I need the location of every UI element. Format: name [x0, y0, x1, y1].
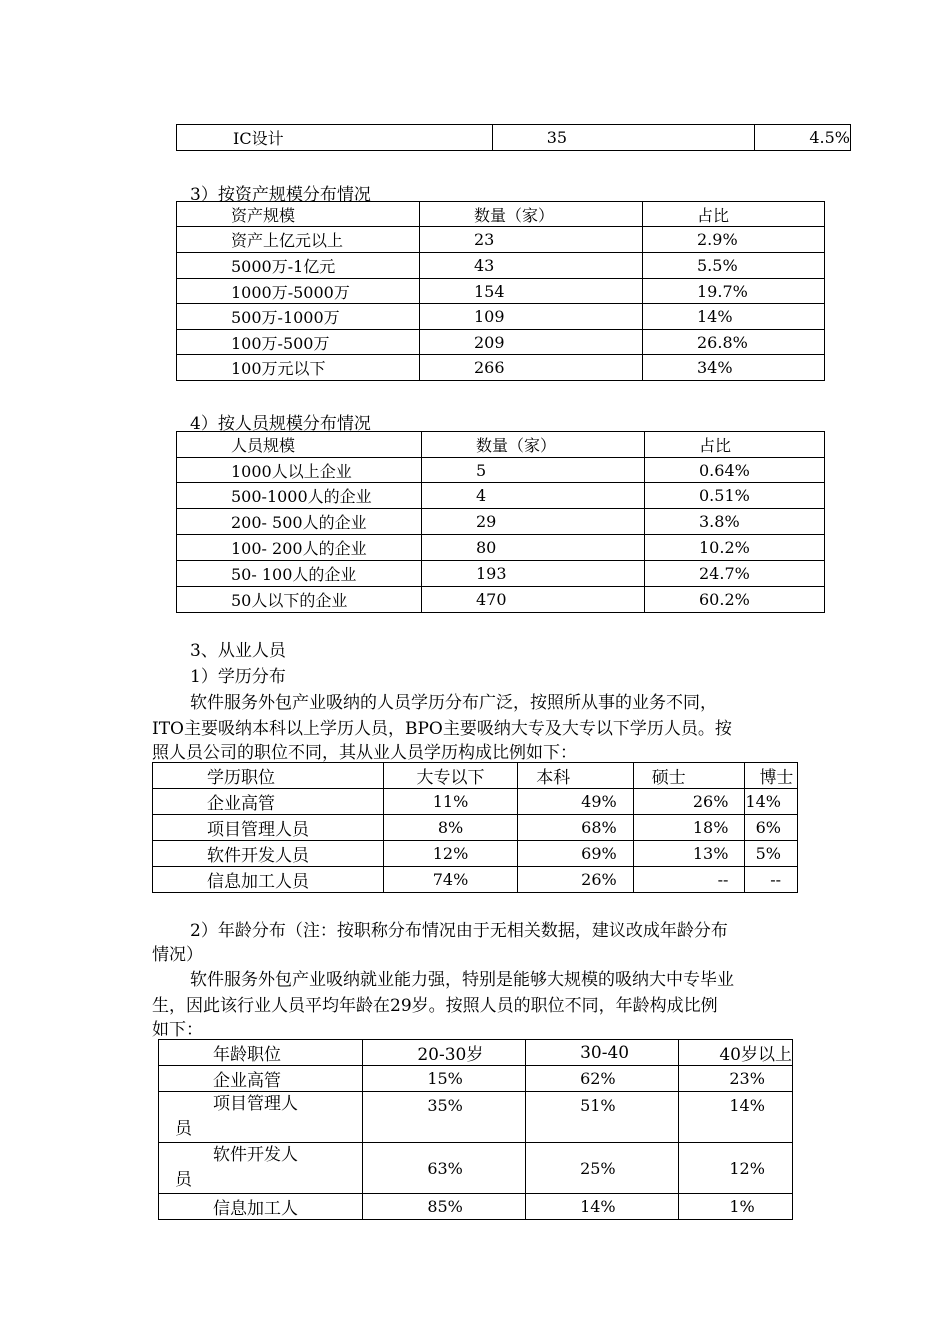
- table-cell: 12%: [383, 841, 517, 867]
- table-cell: 4.5%: [755, 125, 851, 151]
- table-cell: 14%: [526, 1194, 679, 1220]
- table-row: [177, 330, 825, 355]
- education-table: [152, 762, 798, 893]
- table-cell: 24.7%: [645, 561, 825, 587]
- table-cell: 154: [420, 279, 643, 304]
- table-cell: 1%: [679, 1194, 793, 1220]
- table-cell: 5%: [745, 841, 798, 867]
- table-cell: 企业高管: [159, 1066, 363, 1092]
- age-table: [158, 1039, 793, 1220]
- paragraph-line: ITO主要吸纳本科以上学历人员，BPO主要吸纳大专及大专以下学历人员。按: [152, 719, 732, 739]
- table-cell: 200- 500人的企业: [177, 509, 422, 535]
- table-row: [177, 125, 851, 151]
- table-cell: 35%: [363, 1092, 526, 1143]
- table-cell: 1000人以上企业: [177, 458, 422, 483]
- table-cell: 50- 100人的企业: [177, 561, 422, 587]
- table-cell: 80: [422, 535, 645, 561]
- paragraph-line: 如下：: [152, 1020, 203, 1040]
- table-row: [177, 535, 825, 561]
- table-cell: 26.8%: [643, 330, 825, 355]
- header-cell: 数量（家）: [420, 202, 643, 227]
- subsection-title-cont: 情况）: [152, 945, 203, 965]
- table-cell: 51%: [526, 1092, 679, 1143]
- table-header-row: [177, 432, 825, 458]
- header-cell: 人员规模: [177, 432, 422, 458]
- table-cell: --: [745, 867, 798, 893]
- table-cell: 60.2%: [645, 587, 825, 613]
- header-cell: 学历职位: [153, 763, 384, 789]
- table-cell: 62%: [526, 1066, 679, 1092]
- ic-table: [176, 124, 851, 151]
- asset-table: [176, 201, 825, 381]
- table-cell: 15%: [363, 1066, 526, 1092]
- paragraph-line: 软件服务外包产业吸纳的人员学历分布广泛，按照所从事的业务不同，: [190, 693, 717, 713]
- table-row: [159, 1066, 793, 1092]
- table-cell: 35: [492, 125, 755, 151]
- table-cell: 8%: [383, 815, 517, 841]
- table-cell: 470: [422, 587, 645, 613]
- asset-heading: 3）按资产规模分布情况: [190, 185, 371, 205]
- table-row: [177, 304, 825, 330]
- subsection-title: 1）学历分布: [190, 667, 286, 687]
- table-row: [177, 279, 825, 304]
- table-cell: 100万元以下: [177, 355, 420, 381]
- cell-line: 软件开发人: [213, 1145, 298, 1165]
- header-cell: 大专以下: [383, 763, 517, 789]
- paragraph-line: 照人员公司的职位不同，其从业人员学历构成比例如下：: [152, 743, 577, 763]
- table-row: [177, 483, 825, 509]
- table-cell: 信息加工人: [159, 1194, 363, 1220]
- table-cell: 34%: [643, 355, 825, 381]
- table-cell: 23%: [679, 1066, 793, 1092]
- table-row: [153, 789, 798, 815]
- table-row: [159, 1092, 793, 1143]
- table-row: [153, 815, 798, 841]
- staff-size-heading: 4）按人员规模分布情况: [190, 414, 371, 434]
- table-cell: 23: [420, 227, 643, 253]
- table-cell: 12%: [679, 1143, 793, 1194]
- table-row: [177, 458, 825, 483]
- table-header-row: [177, 202, 825, 227]
- table-cell: 26%: [633, 789, 745, 815]
- table-cell: 5: [422, 458, 645, 483]
- staff-size-table: [176, 431, 825, 613]
- table-cell: 项目管理人员: [153, 815, 384, 841]
- table-cell: 3.8%: [645, 509, 825, 535]
- header-cell: 博士: [745, 763, 798, 789]
- table-cell: 63%: [363, 1143, 526, 1194]
- header-cell: 年龄职位: [159, 1040, 363, 1066]
- table-cell: 100- 200人的企业: [177, 535, 422, 561]
- table-cell: 49%: [518, 789, 634, 815]
- table-cell: 500-1000人的企业: [177, 483, 422, 509]
- table-cell: 266: [420, 355, 643, 381]
- header-cell: 资产规模: [177, 202, 420, 227]
- table-cell: 0.64%: [645, 458, 825, 483]
- table-row: [153, 867, 798, 893]
- table-cell: 43: [420, 253, 643, 279]
- table-cell: 10.2%: [645, 535, 825, 561]
- table-header-row: [153, 763, 798, 789]
- header-cell: 占比: [643, 202, 825, 227]
- table-cell: 5000万-1亿元: [177, 253, 420, 279]
- table-header-row: [159, 1040, 793, 1066]
- table-row: [159, 1194, 793, 1220]
- table-cell: [159, 1092, 363, 1143]
- table-cell: 50人以下的企业: [177, 587, 422, 613]
- table-cell: 信息加工人员: [153, 867, 384, 893]
- subsection-title: 2）年龄分布（注：按职称分布情况由于无相关数据，建议改成年龄分布: [190, 921, 728, 941]
- table-cell: 软件开发人员: [153, 841, 384, 867]
- table-cell: 6%: [745, 815, 798, 841]
- table-cell: 1000万-5000万: [177, 279, 420, 304]
- table-cell: 2.9%: [643, 227, 825, 253]
- table-cell: 109: [420, 304, 643, 330]
- table-cell: 74%: [383, 867, 517, 893]
- table-cell: 5.5%: [643, 253, 825, 279]
- table-cell: 100万-500万: [177, 330, 420, 355]
- table-cell: IC设计: [177, 125, 493, 151]
- table-cell: 4: [422, 483, 645, 509]
- header-cell: 30-40: [526, 1040, 679, 1066]
- table-row: [177, 253, 825, 279]
- table-cell: 85%: [363, 1194, 526, 1220]
- table-cell: 68%: [518, 815, 634, 841]
- cell-line: 项目管理人: [213, 1094, 298, 1114]
- table-row: [177, 227, 825, 253]
- header-cell: 硕士: [633, 763, 745, 789]
- header-cell: 本科: [518, 763, 634, 789]
- table-cell: 13%: [633, 841, 745, 867]
- table-cell: 14%: [679, 1092, 793, 1143]
- table-cell: 69%: [518, 841, 634, 867]
- header-cell: 占比: [645, 432, 825, 458]
- table-row: [153, 841, 798, 867]
- table-cell: 25%: [526, 1143, 679, 1194]
- table-row: [177, 355, 825, 381]
- section-title: 3、从业人员: [190, 641, 286, 661]
- paragraph-line: 软件服务外包产业吸纳就业能力强，特别是能够大规模的吸纳大中专毕业: [190, 970, 734, 990]
- table-cell: [159, 1143, 363, 1194]
- table-cell: 企业高管: [153, 789, 384, 815]
- table-cell: 14%: [643, 304, 825, 330]
- table-cell: 209: [420, 330, 643, 355]
- table-cell: 18%: [633, 815, 745, 841]
- table-row: [159, 1143, 793, 1194]
- table-cell: 500万-1000万: [177, 304, 420, 330]
- table-cell: 11%: [383, 789, 517, 815]
- table-cell: 14%: [745, 789, 798, 815]
- header-cell: 数量（家）: [422, 432, 645, 458]
- table-cell: 26%: [518, 867, 634, 893]
- table-cell: 资产上亿元以上: [177, 227, 420, 253]
- table-row: [177, 561, 825, 587]
- table-cell: --: [633, 867, 745, 893]
- header-cell: 20-30岁: [363, 1040, 526, 1066]
- header-cell: 40岁以上: [679, 1040, 793, 1066]
- table-cell: 29: [422, 509, 645, 535]
- table-cell: 19.7%: [643, 279, 825, 304]
- table-row: [177, 509, 825, 535]
- table-cell: 0.51%: [645, 483, 825, 509]
- cell-line: 员: [175, 1170, 192, 1190]
- cell-line: 员: [175, 1119, 192, 1139]
- paragraph-line: 生，因此该行业人员平均年龄在29岁。按照人员的职位不同，年龄构成比例: [152, 996, 718, 1016]
- table-row: [177, 587, 825, 613]
- table-cell: 193: [422, 561, 645, 587]
